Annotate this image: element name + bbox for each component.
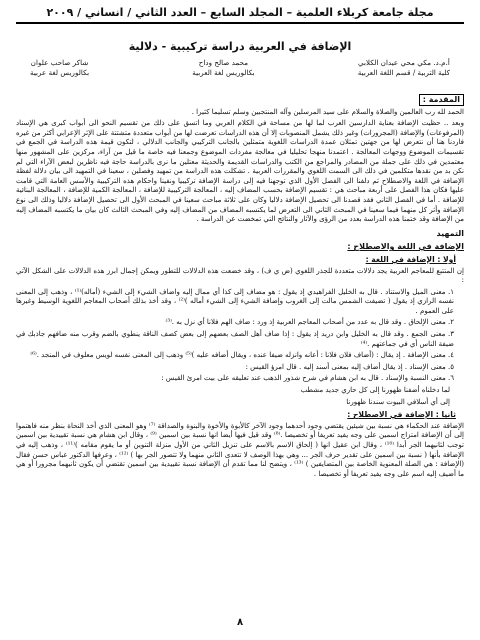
page-number: ٨ <box>236 617 244 628</box>
poem-line-1: لما دخلناه أضفنا ظهورنا إلى كل حاري جديد مشطب <box>300 386 450 395</box>
meaning-item-4: ٤. معنى الإضافة . إذ يقال : (أضاف فلان فلانا : أعانه وانزله ضيفا عنده ، ويقال أضافه عليه )⁽⁵⁾ وذهب إلى المعنى نفسه لويس معلوف في المنجد .⁽⁶⁾ <box>30 351 454 360</box>
author-2-affiliation: بكالوريس لغة العربية <box>192 68 255 77</box>
meaning-item-6: ٦. معنى النسبة والإسناد . قال به ابن هشام في شرح شذور الذهب عند تعليقه على بيت امرئ القيس : <box>161 374 454 383</box>
intro-paragraph-2: وبعد .. حظيت الإضافة بعناية الدارسين العرب لما لها من مساحة في الكلام العربي وما اتسق على ذلك من تقسيم النحو الى أبواب كبرى هي الإسناد (المرفوعات) والإضافة (المجرورات) وغير ذلك يشمل المنصوبات إلا أن هذه الدراسات تعرضت لها من أبواب متعددة متشتتة على الإثر الإعرابي أكثر من غيره فاردنا هنا أن نتعرض لها من جهتين تمثلان عمدة الدراسات اللغوية متمثلين بالجانب التركيبي والجانب الدلالي ، لتكون قيمة هذه الدراسة في الجمع في تقسيمات الموضوع ووجهات المعالجة . اعتمدنا منهجا تحليليا في معالجة مفردات الموضوع وجمعنا فيه خاصة ما قيل من آراء، مركزين على المشهور منها معتمدين في ذلك على جملة من المصادر والمراجع من الكتب والدراسات القديمة والحديثة معتلين ما نرى بالدراسة حاجة فيه ناظرين لبعض الآراء التي لم نكن بد من نقدها متكلمين في ذلك الى السمت اللغوي والمقررات العربية . تشكلت هذه الدراسة من تمهيد وفصلين ، سعينا في التمهيد الى بيان دلالة لفظة الإضافة في اللغة والاصطلاح ثم دلفنا الى الفصل الأول الذي توجهنا فيه إلى دراسة الإضافة تركيبيا ونفينا واحكام هذه التركيبية والأسس العامة التي قامت عليها فكان هذا الفصل على أربعة مباحث هي : تقسيم الإضافة بحسب المضاف إليه ، المعالجة التركيبية للإضافة ، المعالجة الكمية للإضافة ، المعالجة البنائية للإضافة . أما في الفصل الثاني فقد قصدنا الى تحصيل الإضافة دلاليا وكان على ثلاثة مباحث سعينا في المبحث الأول الى تحصيل الإضافة دلاليا وذلك الى نوع الإضافة وأثر كل منهما فيما سعينا في المبحث الثاني الى التعرض لما يكتسبه المضاف من المضاف إليه وفي المبحث الثالث كان بيان ما يكتسبه المضاف إليه من الإضافة وقد ختمنا هذه الدراسة بعدد من الرؤى والآثار والنتائج التي تمخضت عن الدراسة . <box>16 119 464 224</box>
tamheed-heading: التمهيد <box>436 228 464 238</box>
intro-heading-box: المقدمة : <box>419 94 464 106</box>
meaning-item-5: ٥. معنى الإسناد . إذ يقال أضاف إليه بمعنى أسند إليه . قال امرؤ القيس : <box>245 362 454 371</box>
tamheed-subheading: الإضافة في اللغة والاصطلاح : <box>347 242 464 252</box>
paper-body <box>16 90 464 600</box>
author-1-affiliation: كلية التربية / قسم اللغة العربية <box>357 68 450 77</box>
intro-heading <box>16 94 464 106</box>
author-3 <box>30 58 89 78</box>
journal-header: مجلة جامعة كربلاء العلمية – المجلد السابع – العدد الثاني / انساني / ٢٠٠٩ <box>16 6 464 24</box>
meaning-item-3: ٣. معنى الجمع . وقد قال به الخليل وابن دريد إذ يقول : إذا ضاف أهل الصف بعضهم إلى بعض كصف الناقة ينطوي بالضم وقرب منه ضافهم جاذبك في ضيفة الناس أي في جماعتهم .⁽⁴⁾ <box>16 330 454 348</box>
author-2-name: محمد صالح وداح <box>198 58 249 67</box>
part2-text: الإضافة عند الحكماء هي نسبة بين شيئين يقتضي وجود أحدهما وجود الآخر كالأبوة والأخوة والبنوة والصداقة ⁽⁷⁾ وهو المعنى الذي أخذ النحاة بنظر منه فاهتموا إلى أن الإضافة امتزاج اسمين على وجه يفيد تعريفا أو تخصيصا .⁽⁸⁾ وقد قيل فيها أيضا انها نسبة بين اسمين ⁽⁹⁾ ، وقال ابن هشام هي نسبة تقييدية بين اسمين توجب لثانيهما الجر أبدا ⁽¹⁰⁾ ، وقال ابن عقيل انها ( إلحاق الاسم بالاسم على تنزيل الثاني من الأول منزلة التنوين أو ما يقوم مقامه )⁽¹¹⁾ ، وذهب إليه في الإضافة بأنها ( نسبة بين اسمين على تقدير حرف الجر ... وهي بهذا الوصف لا تتعدى الثاني منهما ولا تتصور الجر بها ) ⁽¹²⁾ ، وعرفها الدكتور عباس حسن فقال (الإضافة : هي الصلة المعنوية الخاصة بين المتضايفين ) ⁽¹³⁾ ، ويتضح لنا مما تقدم أن الإضافة نسبة تقييدية بين اسمين تقتضي أن يكون ثانيهما مجرورا أو هي ما أضيف إليه اسم على وجه يفيد تعريفا أو تخصيصا . <box>16 421 464 478</box>
author-3-affiliation: بكالوريس لغة عربية <box>30 68 90 77</box>
part1-heading: أولا : الإضافة في اللغة : <box>365 254 456 264</box>
part2-heading: ثانيا : الإضافة في الاصطلاح : <box>347 410 456 420</box>
part1-intro: إن المتتبع للمعاجم العربية يجد دلالات متعددة للجذر اللغوي (ض ي ف) ، وقد خضعت هذه الدلالات للتطور ويمكن إجمال ابرز هذه الدلالات على الشكل الآتي : <box>16 266 464 285</box>
author-1 <box>358 58 450 78</box>
author-2 <box>192 58 254 78</box>
meaning-item-2: ٢. معنى الإلحاق . وقد قال به عدد من أصحاب المعاجم العربية إذ ورد : ضاف الهم فلانا أي نزل به .⁽³⁾ <box>165 318 454 327</box>
paper-title: الإضافة في العربية دراسة تركيبية - دلالية <box>128 40 352 53</box>
author-1-name: أ.م.د. مكي محي عيدان الكلابي <box>357 58 450 67</box>
poem-line-2: إلى أي أسلافي البيوت سندنا ظهورنا <box>346 397 450 406</box>
meaning-item-1: ١. معنى الميل والاستناد . قال به الخليل الفراهيدي إذ يقول : هو مضاف إلى كذا أي ممال إليه واضاف الشيء إلى الشيء (أماله)⁽¹⁾ ، وذهب إلى المعنى نفسه الرازي إذ يقول ( تضيفت الشمس مالت إلى الغروب وإضافة الشيء إلى الشيء أماله )⁽²⁾ ، وقد أخذ بذلك أصحاب المعاجم اللغوية الوسيط وغيرها على العموم . <box>16 287 454 315</box>
intro-paragraph-1: الحمد لله رب العالمين والصلاة والسلام على سيد المرسلين وآله المنتجبين وسلم تسليما كثيرا . <box>191 107 464 116</box>
authors-block <box>30 58 450 78</box>
author-3-name: شاكر صاحب علوان <box>30 58 89 67</box>
